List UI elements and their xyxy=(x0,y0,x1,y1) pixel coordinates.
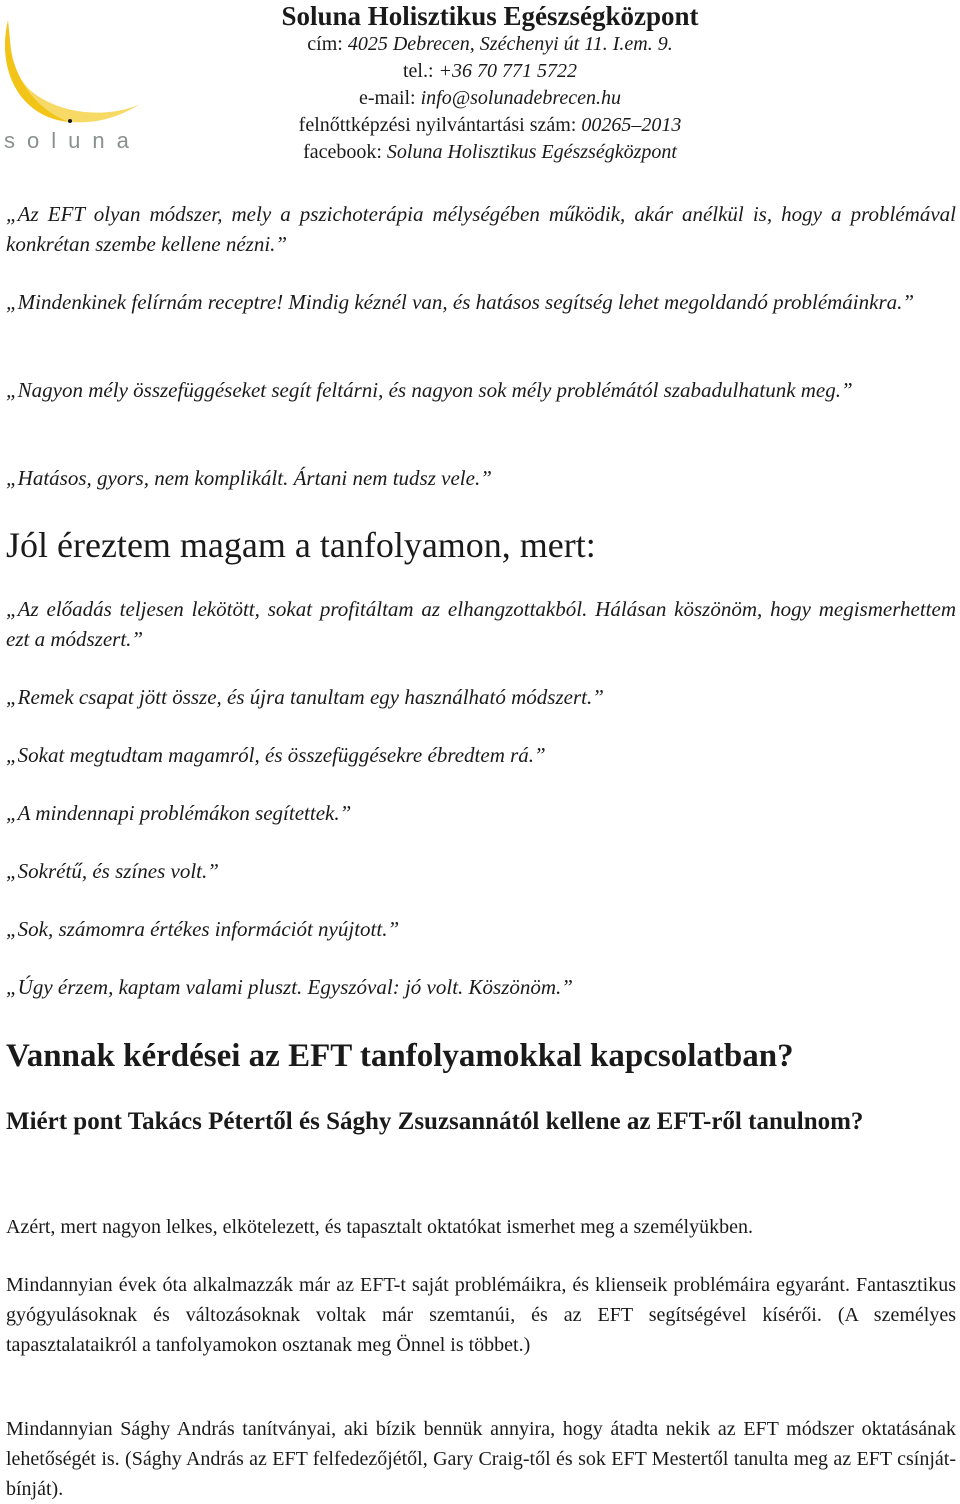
facebook-line: facebook: Soluna Holisztikus Egészségközpont xyxy=(303,141,677,163)
testimonial-quote: „Sokat megtudtam magamról, és összefüggésekre ébredtem rá.” xyxy=(6,743,546,767)
phone-line: tel.: +36 70 771 5722 xyxy=(402,60,578,82)
testimonial-quote: „Az EFT olyan módszer, mely a pszichoterápia mélységében működik, akár anélkül is, hogy a problémával konkrétan szembe kellene nézni.” xyxy=(6,202,956,256)
letterhead xyxy=(180,0,800,166)
subheading-why: Miért pont Takács Pétertől és Sághy Zsuzsannától kellene az EFT-ről tanulnom? xyxy=(6,1108,864,1135)
testimonial-quote: „Remek csapat jött össze, és újra tanultam egy használható módszert.” xyxy=(6,685,604,709)
section-heading-questions: Vannak kérdései az EFT tanfolyamokkal kapcsolatban? xyxy=(6,1038,794,1074)
address-line: cím: 4025 Debrecen, Széchenyi út 11. I.em. 9. xyxy=(307,33,673,55)
testimonial-quote: „Hatásos, gyors, nem komplikált. Ártani nem tudsz vele.” xyxy=(6,466,492,490)
testimonial-quote: „A mindennapi problémákon segítettek.” xyxy=(6,801,352,825)
testimonial-quote: „Sokrétű, és színes volt.” xyxy=(6,859,219,883)
crescent-icon xyxy=(0,0,160,130)
logo-wordmark: soluna xyxy=(4,128,141,153)
email-line: e-mail: info@solunadebrecen.hu xyxy=(358,87,622,109)
soluna-logo xyxy=(0,0,160,160)
body-paragraph: Mindannyian Sághy András tanítványai, aki bízik bennük annyira, hogy átadta nekik az EFT módszer oktatásának lehetőségét is. (Sághy András az EFT felfedezőjétől, Gary Craig-től és sok EFT Mestertől tanulta meg az EFT csínját-bínját). xyxy=(6,1418,956,1500)
testimonial-quote: „Az előadás teljesen lekötött, sokat profitáltam az elhangzottakból. Hálásan köszönöm, hogy megismerhettem ezt a módszert.” xyxy=(6,597,956,651)
body-paragraph: Azért, mert nagyon lelkes, elkötelezett, és tapasztalt oktatókat ismerhet meg a személyükben. xyxy=(6,1216,753,1238)
testimonial-quote: „Úgy érzem, kaptam valami pluszt. Egyszóval: jó volt. Köszönöm.” xyxy=(6,975,573,999)
registration-line: felnőttképzési nyilvántartási szám: 00265–2013 xyxy=(298,114,682,136)
body-paragraph: Mindannyian évek óta alkalmazzák már az EFT-t saját problémáikra, és klienseik problémáira egyaránt. Fantasztikus gyógyulásoknak és változásoknak voltak már szemtanúi, és az EFT segítségével kísérői. (A személyes tapasztalataikról a tanfolyamokon osztanak meg Önnel is többet.) xyxy=(6,1274,956,1356)
section-heading-felt: Jól éreztem magam a tanfolyamon, mert: xyxy=(6,525,596,565)
testimonial-quote: „Sok, számomra értékes információt nyújtott.” xyxy=(6,917,400,941)
testimonial-quote: „Mindenkinek felírnám receptre! Mindig kéznél van, és hatásos segítség lehet megoldandó problémáinkra.” xyxy=(6,290,915,314)
organization-name: Soluna Holisztikus Egészségközpont xyxy=(281,1,699,31)
testimonial-quote: „Nagyon mély összefüggéseket segít feltárni, és nagyon sok mély problémától szabadulhatunk meg.” xyxy=(6,378,853,402)
